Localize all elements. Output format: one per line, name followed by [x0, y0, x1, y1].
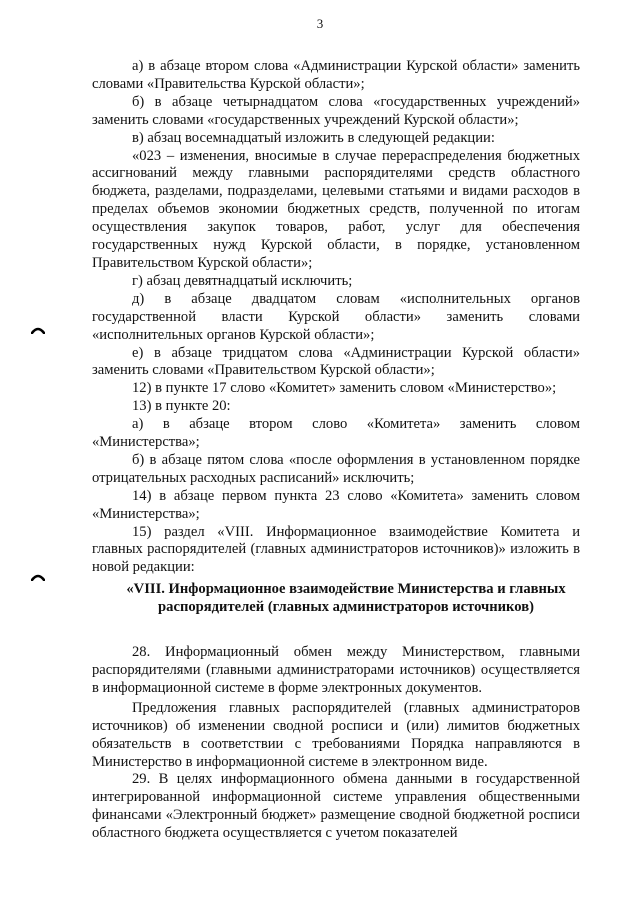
- page-number: 3: [316, 16, 324, 31]
- paragraph: 28. Информационный обмен между Министерством, главными распорядителями (главными администраторами источников) осуществляется в информационной системе в форме электронных документов.: [92, 644, 580, 696]
- paragraph: 12) в пункте 17 слово «Комитет» заменить словом «Министерство»;: [132, 380, 557, 397]
- paragraph: 15) раздел «VIII. Информационное взаимодействие Комитета и главных распорядителей (главных администраторов источников)» изложить в новой редакции:: [92, 523, 580, 576]
- paragraph: в) абзац восемнадцатый изложить в следующей редакции:: [132, 129, 495, 146]
- paragraph: д) в абзаце двадцатом словам «исполнительных органов государственной власти Курской области» заменить словами «исполнительных органов Курской области»;: [92, 290, 580, 343]
- paragraph: 13) в пункте 20:: [132, 398, 231, 415]
- paragraph: г) абзац девятнадцатый исключить;: [132, 272, 353, 289]
- paragraph: б) в абзаце четырнадцатом слова «государственных учреждений» заменить словами «государственных учреждений Курской области»;: [92, 93, 580, 128]
- document-body: [92, 58, 580, 843]
- margin-mark-icon: [31, 326, 45, 334]
- paragraph: б) в абзаце пятом слова «после оформления в установленном порядке отрицательных расходных расписаний» исключить;: [92, 451, 580, 486]
- paragraph: 29. В целях информационного обмена данными в государственной интегрированной информационной системе управления общественными финансами «Электронный бюджет» размещение сводной бюджетной росписи областного бюджета осуществляется с учетом показателей: [92, 771, 580, 842]
- paragraph: е) в абзаце тридцатом слова «Администрации Курской области» заменить словами «Правительством Курской области»;: [92, 344, 580, 379]
- paragraph: «023 – изменения, вносимые в случае перераспределения бюджетных ассигнований между главными распорядителями средств областного бюджета, разделами, подразделами, целевыми статьями и видами расходов в пределах объемов экономии бюджетных средств, полученной по итогам осуществления закупок товаров, работ, услуг для обеспечения государственных нужд Курской области, в порядке, установленном Правительством Курской области»;: [92, 147, 580, 271]
- paragraph: а) в абзаце втором слова «Администрации Курской области» заменить словами «Правительства Курской области»;: [92, 58, 580, 92]
- section-heading: «VIII. Информационное взаимодействие Министерства и главных распорядителей (главных администраторов источников): [126, 581, 566, 616]
- margin-mark-icon: [31, 573, 45, 581]
- paragraph: 14) в абзаце первом пункта 23 слово «Комитета» заменить словом «Министерства»;: [92, 487, 580, 522]
- paragraph: Предложения главных распорядителей (главных администраторов источников) об изменении сводной росписи и (или) лимитов бюджетных обязательств в соответствии с требованиями Порядка направляются в Министерство в информационной системе в электронном виде.: [92, 699, 580, 770]
- paragraph: а) в абзаце втором слово «Комитета» заменить словом «Министерства»;: [92, 416, 580, 451]
